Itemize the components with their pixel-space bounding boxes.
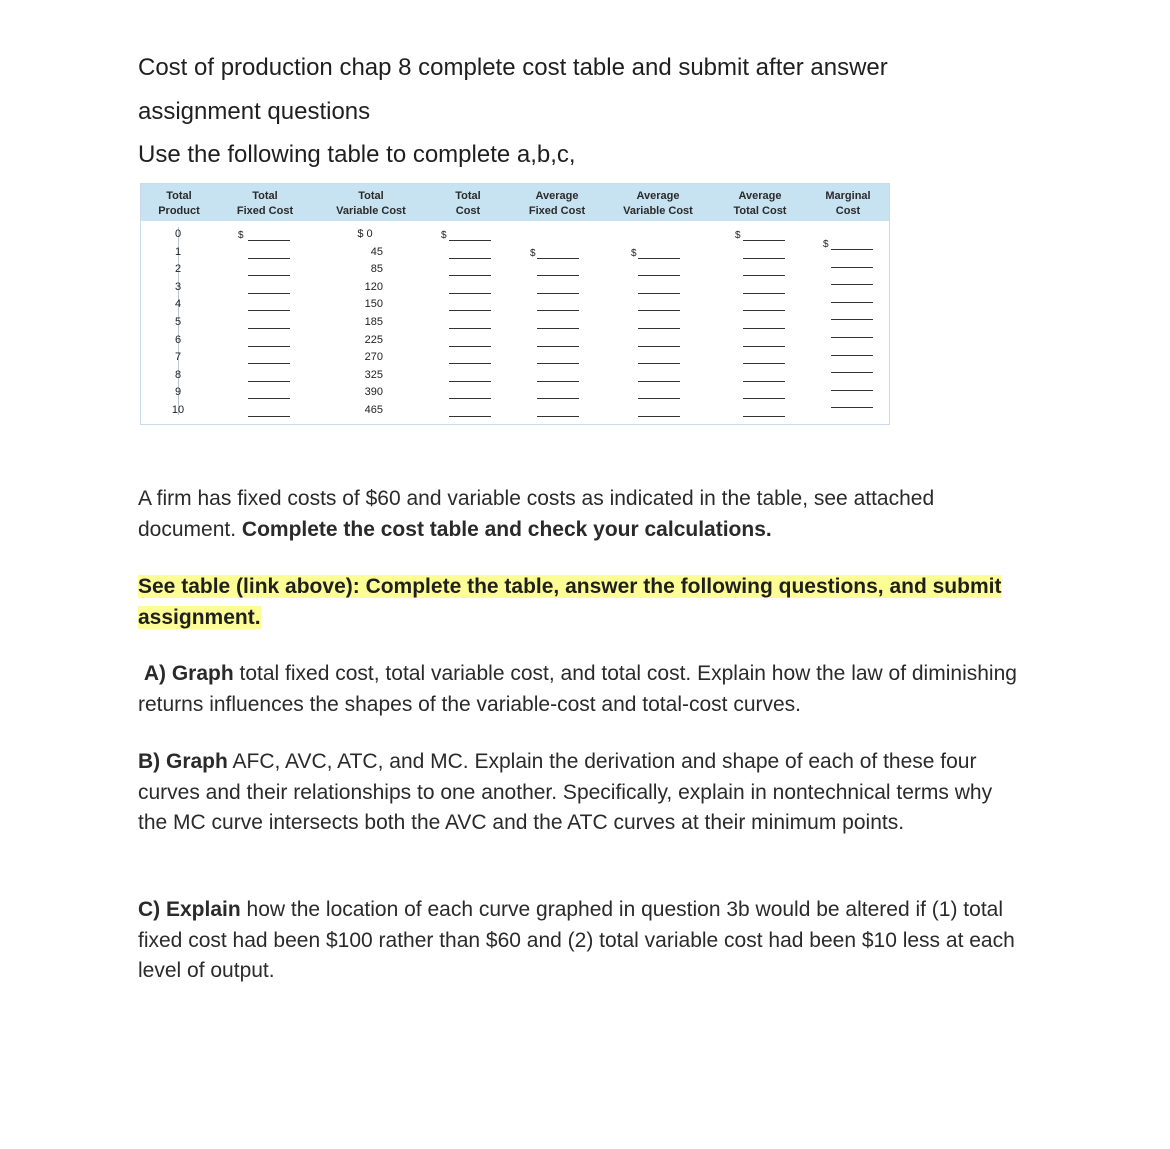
tfc-blank[interactable] xyxy=(248,293,290,294)
avc-blank[interactable] xyxy=(638,275,680,276)
avc-dollar: $ xyxy=(631,247,637,259)
total-variable-cost-cell: 185 xyxy=(364,316,383,328)
header-total-product: Total Product xyxy=(158,190,200,217)
afc-blank[interactable] xyxy=(537,328,579,329)
question-a xyxy=(138,659,1018,720)
question-a-text: total fixed cost, total variable cost, and total cost. Explain how the law of diminishing returns influences the shapes of the variable-cost and total-cost curves. xyxy=(138,662,1017,716)
tc-blank[interactable] xyxy=(449,240,491,241)
atc-blank[interactable] xyxy=(743,381,785,382)
total-product-cell: 7 xyxy=(174,351,182,364)
header-total-variable-cost: Total Variable Cost xyxy=(336,190,406,217)
tc-blank[interactable] xyxy=(449,310,491,311)
atc-blank[interactable] xyxy=(743,275,785,276)
mc-dollar: $ xyxy=(823,239,829,250)
mc-blank[interactable] xyxy=(831,407,873,408)
header-total-fixed-cost: Total Fixed Cost xyxy=(236,190,294,217)
afc-dollar: $ xyxy=(530,247,536,259)
afc-blank[interactable] xyxy=(537,310,579,311)
header-average-total-cost: Average Total Cost xyxy=(733,190,787,217)
paragraph-fixed-costs-bold: Complete the cost table and check your calculations. xyxy=(241,517,772,541)
afc-blank[interactable] xyxy=(537,363,579,364)
title-line-2: assignment questions xyxy=(138,97,371,125)
mc-blank[interactable] xyxy=(831,267,873,268)
mc-blank[interactable] xyxy=(831,319,873,320)
mc-blank[interactable] xyxy=(831,355,873,356)
total-variable-cost-cell: 270 xyxy=(364,351,383,364)
tfc-blank[interactable] xyxy=(248,240,290,241)
afc-blank[interactable] xyxy=(537,275,579,276)
atc-blank[interactable] xyxy=(743,346,785,347)
header-average-variable-cost: Average Variable Cost xyxy=(623,190,693,217)
question-a-label: A) Graph xyxy=(143,662,234,685)
mc-blank[interactable] xyxy=(831,302,873,303)
question-c xyxy=(138,895,1018,987)
assignment-intro xyxy=(138,46,1018,177)
tc-blank[interactable] xyxy=(449,346,491,347)
question-b-text: AFC, AVC, ATC, and MC. Explain the derivation and shape of each of these four curves and their relationships to one another. Specifically, explain in nontechnical terms why the MC curve intersects both the AVC and the ATC curves at their minimum points. xyxy=(138,750,993,834)
tfc-blank[interactable] xyxy=(248,381,290,382)
tc-blank[interactable] xyxy=(449,328,491,329)
total-product-cell: 2 xyxy=(174,263,182,276)
mc-blank[interactable] xyxy=(831,337,873,338)
avc-blank[interactable] xyxy=(638,416,680,417)
afc-blank[interactable] xyxy=(537,346,579,347)
tc-blank[interactable] xyxy=(449,363,491,364)
total-variable-cost-cell: 465 xyxy=(364,404,383,416)
total-product-cell: 3 xyxy=(174,280,182,293)
tc-blank[interactable] xyxy=(449,381,491,382)
mc-blank[interactable] xyxy=(831,390,873,391)
header-total-cost: Total Cost xyxy=(455,190,481,217)
avc-blank[interactable] xyxy=(638,346,680,347)
afc-blank[interactable] xyxy=(537,416,579,417)
mc-blank[interactable] xyxy=(831,372,873,373)
total-variable-cost-cell: $ 0 xyxy=(357,228,373,240)
total-product-cell: 9 xyxy=(174,386,182,399)
total-variable-cost-cell: 120 xyxy=(364,280,383,293)
avc-blank[interactable] xyxy=(638,310,680,311)
total-product-cell: 1 xyxy=(174,245,182,258)
atc-blank[interactable] xyxy=(743,398,785,399)
question-b-label: B) Graph xyxy=(138,750,228,773)
cost-table-header xyxy=(141,184,889,221)
question-b xyxy=(138,747,1018,839)
total-variable-cost-cell: 325 xyxy=(364,368,383,381)
total-variable-cost-cell: 225 xyxy=(364,333,383,346)
total-variable-cost-cell: 390 xyxy=(364,386,383,399)
avc-blank[interactable] xyxy=(638,381,680,382)
avc-blank[interactable] xyxy=(638,398,680,399)
paragraph-fixed-costs xyxy=(138,484,1018,545)
total-product-cell: 5 xyxy=(174,316,182,328)
atc-blank[interactable] xyxy=(743,363,785,364)
atc-blank[interactable] xyxy=(743,416,785,417)
atc-blank[interactable] xyxy=(743,328,785,329)
atc-blank[interactable] xyxy=(743,258,785,259)
afc-blank[interactable] xyxy=(537,398,579,399)
tfc-blank[interactable] xyxy=(248,363,290,364)
avc-blank[interactable] xyxy=(638,363,680,364)
header-marginal-cost: Marginal Cost xyxy=(825,190,871,217)
total-variable-cost-cell: 150 xyxy=(364,298,383,311)
atc-dollar: $ xyxy=(735,230,741,241)
total-variable-cost-cell: 45 xyxy=(370,245,383,258)
total-product-cell: 0 xyxy=(174,228,182,240)
highlight-text: See table (link above): Complete the table, answer the following questions, and submit assignment. xyxy=(138,575,1002,629)
avc-blank[interactable] xyxy=(638,328,680,329)
cost-table xyxy=(140,183,890,425)
tfc-blank[interactable] xyxy=(248,258,290,259)
total-product-cell: 6 xyxy=(174,333,182,346)
header-average-fixed-cost: Average Fixed Cost xyxy=(528,190,586,217)
tc-blank[interactable] xyxy=(449,258,491,259)
atc-blank[interactable] xyxy=(743,293,785,294)
tc-blank[interactable] xyxy=(449,416,491,417)
total-product-cell: 8 xyxy=(174,368,182,381)
question-c-label: C) Explain xyxy=(138,898,241,921)
avc-blank[interactable] xyxy=(638,293,680,294)
total-product-cell: 4 xyxy=(174,298,182,311)
avc-blank[interactable] xyxy=(638,258,680,259)
tc-blank[interactable] xyxy=(449,275,491,276)
total-product-cell: 10 xyxy=(171,404,185,416)
total-variable-cost-cell: 85 xyxy=(370,263,383,276)
afc-blank[interactable] xyxy=(537,258,579,259)
tc-blank[interactable] xyxy=(449,398,491,399)
mc-blank[interactable] xyxy=(831,284,873,285)
tfc-blank[interactable] xyxy=(248,398,290,399)
tfc-blank[interactable] xyxy=(248,416,290,417)
atc-blank[interactable] xyxy=(743,240,785,241)
paragraph-fixed-costs-text: A firm has fixed costs of $60 and variable costs as indicated in the table, see attached document. xyxy=(138,487,935,541)
tc-blank[interactable] xyxy=(449,293,491,294)
tfc-blank[interactable] xyxy=(248,310,290,311)
tc-dollar: $ xyxy=(441,230,447,241)
question-c-text: how the location of each curve graphed in question 3b would be altered if (1) total fixed cost had been $100 rather than $60 and (2) total variable cost had been $10 less at each level of output. xyxy=(138,898,1015,982)
tfc-blank[interactable] xyxy=(248,275,290,276)
title-line-3: Use the following table to complete a,b,c, xyxy=(138,141,576,168)
tfc-dollar: $ xyxy=(238,230,244,241)
mc-blank[interactable] xyxy=(831,249,873,250)
afc-blank[interactable] xyxy=(537,381,579,382)
tfc-blank[interactable] xyxy=(248,328,290,329)
tfc-blank[interactable] xyxy=(248,346,290,347)
afc-blank[interactable] xyxy=(537,293,579,294)
highlight-instruction xyxy=(138,572,1018,633)
title-line-1: Cost of production chap 8 complete cost table and submit after answer xyxy=(138,54,888,81)
atc-blank[interactable] xyxy=(743,310,785,311)
